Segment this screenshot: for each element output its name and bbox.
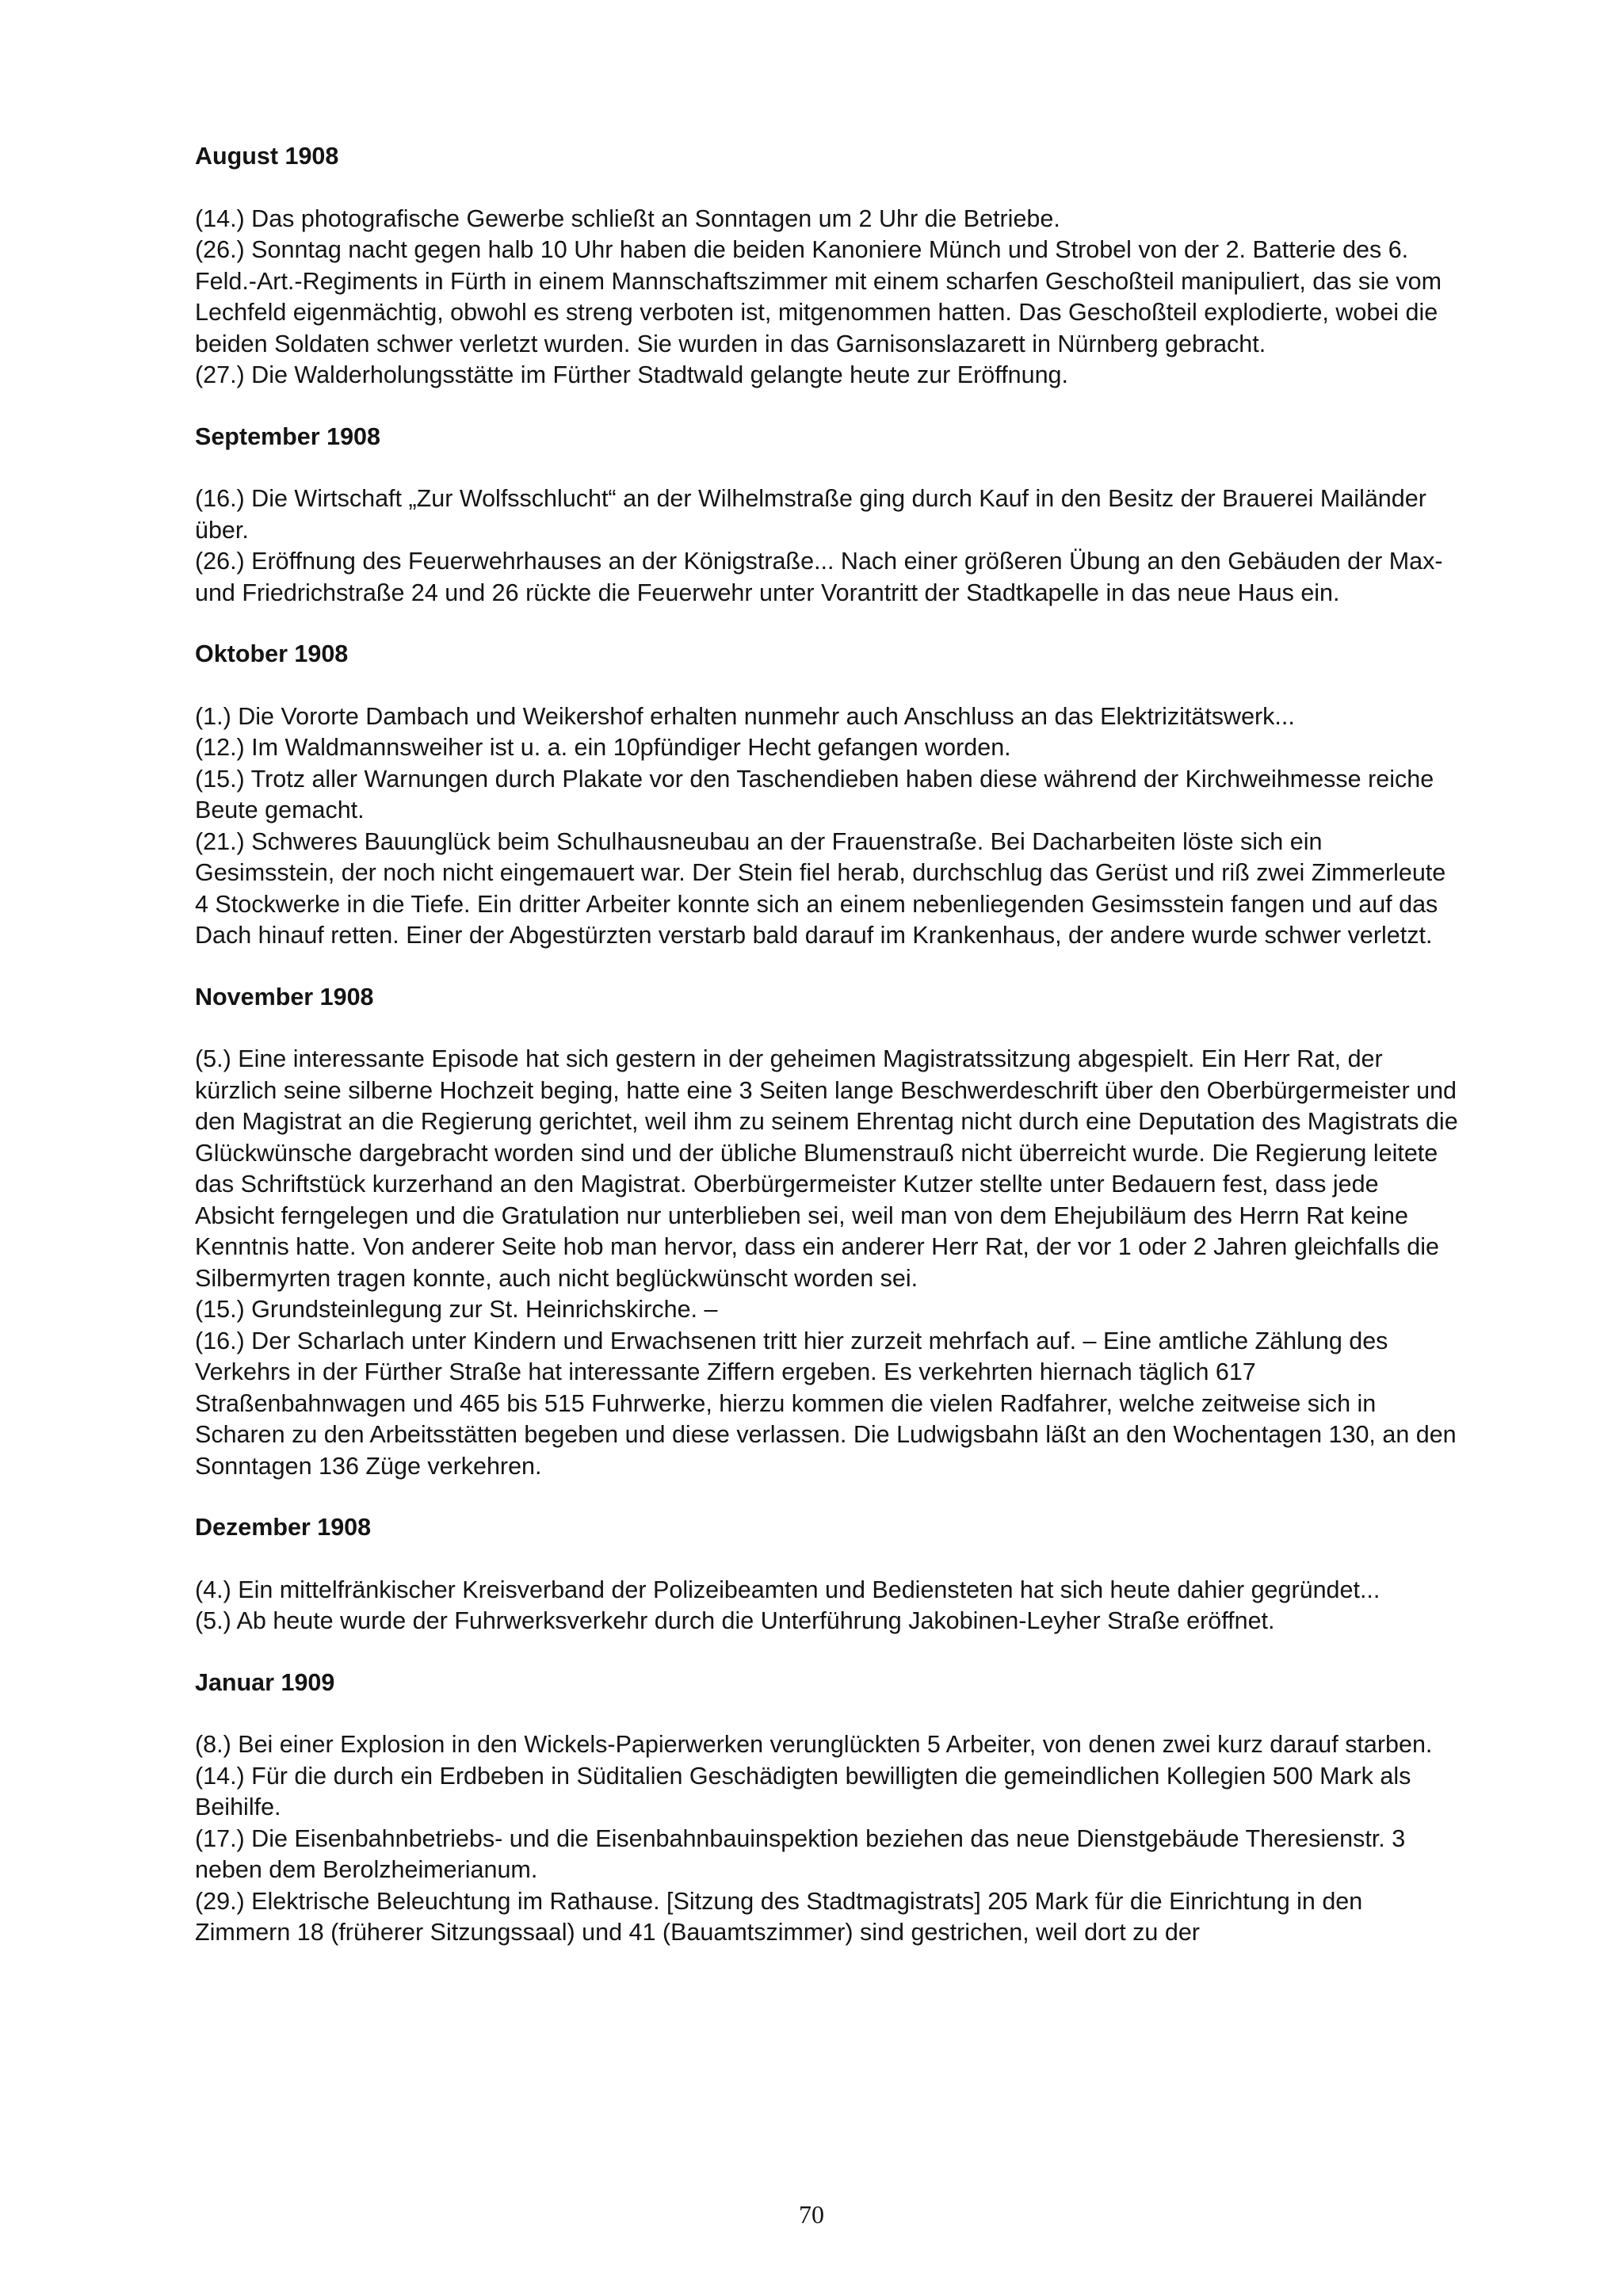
entry: (21.) Schweres Bauunglück beim Schulhausneubau an der Frauenstraße. Bei Dacharbeiten löste sich ein Gesimsstein, der noch nicht eingemauert war. Der Stein fiel herab, durchschlug das Gerüst und riß zwei Zimmerleute 4 Stockwerke in die Tiefe. Ein dritter Arbeiter konnte sich an einem nebenliegenden Gesimsstein fangen und auf das Dach hinauf retten. Einer der Abgestürzten verstarb bald darauf im Krankenhaus, der andere wurde schwer verletzt.	[195, 827, 1446, 949]
entry: (16.) Der Scharlach unter Kindern und Erwachsenen tritt hier zurzeit mehrfach auf. – Eine amtliche Zählung des Verkehrs in der Fürther Straße hat interessante Ziffern ergeben. Es verkehrten hiernach täglich 617 Straßenbahnwagen und 465 bis 515 Fuhrwerke, hierzu kommen die vielen Radfahrer, welche zeitweise sich in Scharen zu den Arbeitsstätten begeben und diese verlassen. Die Ludwigsbahn läßt an den Wochentagen 130, an den Sonntagen 136 Züge verkehren.	[195, 1327, 1457, 1480]
page-number: 70	[799, 2200, 824, 2229]
entry: (5.) Eine interessante Episode hat sich gestern in der geheimen Magistratssitzung abgespielt. Ein Herr Rat, der kürzlich seine silberne Hochzeit beging, hatte eine 3 Seiten lange Beschwerdeschrift über den Oberbürgermeister und den Magistrat an die Regierung gerichtet, weil ihm zu seinem Ehrentag nicht durch eine Deputation des Magistrats die Glückwünsche dargebracht worden sind und der übliche Blumenstrauß nicht überreicht wurde. Die Regierung leitete das Schriftstück kurzerhand an den Magistrat. Oberbürgermeister Kutzer stellte unter Bedauern fest, dass jede Absicht ferngelegen und die Gratulation nur unterblieben sei, weil man von dem Ehejubiläum des Herrn Rat keine Kenntnis hatte. Von anderer Seite hob man hervor, dass ein anderer Herr Rat, der vor 1 oder 2 Jahren gleichfalls die Silbermyrten tragen konnte, auch nicht beglückwünscht worden sei.	[195, 1045, 1458, 1292]
section-heading: August 1908	[195, 143, 339, 170]
entry: (1.) Die Vororte Dambach und Weikershof erhalten nunmehr auch Anschluss an das Elektrizitätswerk...	[195, 702, 1295, 730]
section-heading: Oktober 1908	[195, 640, 349, 667]
entry: (14.) Das photografische Gewerbe schließt an Sonntagen um 2 Uhr die Betriebe.	[195, 204, 1060, 232]
entry: (15.) Grundsteinlegung zur St. Heinrichskirche. –	[195, 1296, 718, 1323]
entry: (14.) Für die durch ein Erdbeben in Süditalien Geschädigten bewilligten die gemeindlichen Kollegien 500 Mark als Beihilfe.	[195, 1762, 1411, 1820]
section-heading: September 1908	[195, 422, 380, 450]
entry: (29.) Elektrische Beleuchtung im Rathause. [Sitzung des Stadtmagistrats] 205 Mark für die Einrichtung in den Zimmern 18 (früherer Sitzungssaal) und 41 (Bauamtszimmer) sind gestrichen, weil dort zu der	[195, 1887, 1363, 1946]
entry: (26.) Eröffnung des Feuerwehrhauses an der Königstraße... Nach einer größeren Übung an den Gebäuden der Max- und Friedrichstraße 24 und 26 rückte die Feuerwehr unter Vorantritt der Stadtkapelle in das neue Haus ein.	[195, 548, 1443, 606]
section-dezember-1908	[195, 1512, 1463, 1637]
entry: (16.) Die Wirtschaft „Zur Wolfsschlucht“ an der Wilhelmstraße ging durch Kauf in den Besitz der Brauerei Mailänder über.	[195, 485, 1426, 544]
section-heading: Dezember 1908	[195, 1514, 372, 1541]
entry: (8.) Bei einer Explosion in den Wickels-Papierwerken verunglückten 5 Arbeiter, von denen zwei kurz darauf starben.	[195, 1731, 1433, 1758]
section-august-1908	[195, 141, 1463, 392]
section-heading: November 1908	[195, 983, 374, 1010]
section-september-1908	[195, 422, 1463, 609]
section-november-1908	[195, 982, 1463, 1483]
entry: (27.) Die Walderholungsstätte im Fürther Stadtwald gelangte heute zur Eröffnung.	[195, 361, 1068, 388]
entry: (17.) Die Eisenbahnbetriebs- und die Eisenbahnbauinspektion beziehen das neue Dienstgebäude Theresienstr. 3 neben dem Berolzheimerianum.	[195, 1824, 1406, 1883]
entry: (12.) Im Waldmannsweiher ist u. a. ein 10pfündiger Hecht gefangen worden.	[195, 734, 1011, 761]
section-oktober-1908	[195, 639, 1463, 952]
document-body	[195, 141, 1463, 1979]
section-heading: Januar 1909	[195, 1668, 335, 1696]
entry: (15.) Trotz aller Warnungen durch Plakate vor den Taschendieben haben diese während der Kirchweihmesse reiche Beute gemacht.	[195, 765, 1434, 823]
entry: (26.) Sonntag nacht gegen halb 10 Uhr haben die beiden Kanoniere Münch und Strobel von der 2. Batterie des 6. Feld.-Art.-Regiments in Fürth in einem Mannschaftszimmer mit einem scharfen Geschoßteil manipuliert, das sie vom Lechfeld eigenmächtig, obwohl es streng verboten ist, mitgenommen hatten. Das Geschoßteil explodierte, wobei die beiden Soldaten schwer verletzt wurden. Sie wurden in das Garnisonslazarett in Nürnberg gebracht.	[195, 236, 1442, 357]
entry: (5.) Ab heute wurde der Fuhrwerksverkehr durch die Unterführung Jakobinen-Leyher Straße eröffnet.	[195, 1607, 1275, 1634]
entry: (4.) Ein mittelfränkischer Kreisverband der Polizeibeamten und Bediensteten hat sich heute dahier gegründet...	[195, 1576, 1381, 1603]
section-januar-1909	[195, 1668, 1463, 1949]
